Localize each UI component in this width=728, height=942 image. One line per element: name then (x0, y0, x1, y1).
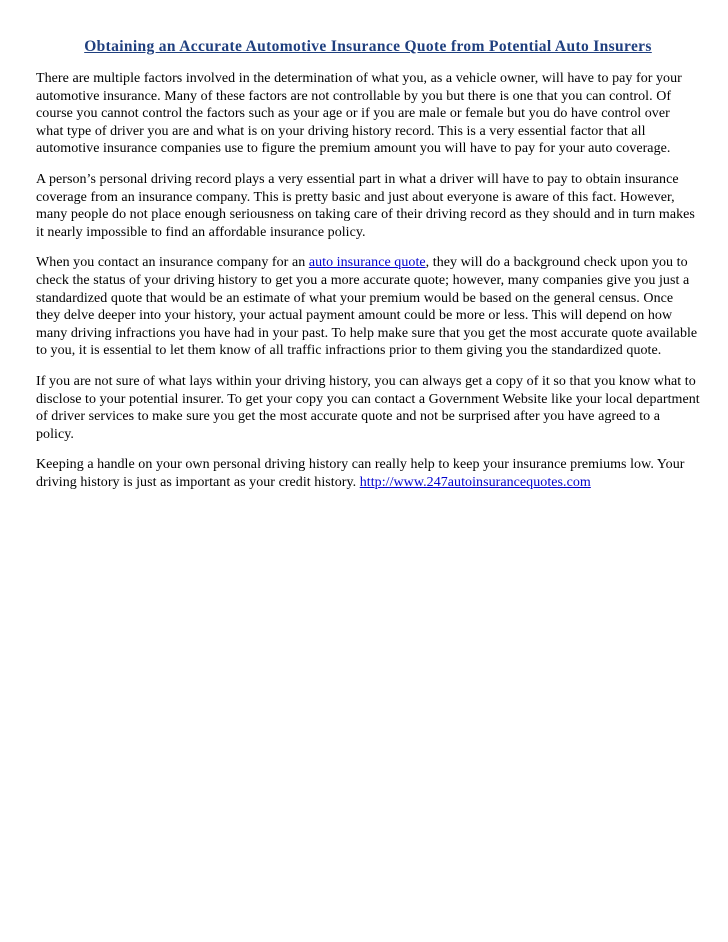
paragraph-driving-history-copy: If you are not sure of what lays within your driving history, you can always get a copy of it so that you know what to disclose to your potential insurer. To get your copy you can contact a Government Website like your local department of driver services to make sure you get the most accurate quote and not be surprised after you have agreed to a policy. (36, 373, 700, 442)
paragraph-text-before-link: Keeping a handle on your own personal driving history can really help to keep your insurance premiums low. Your driving history is just as important as your credit history. (36, 457, 685, 490)
document-page (36, 38, 700, 504)
website-url-link[interactable]: http://www.247autoinsurancequotes.com (359, 474, 591, 490)
document-title: Obtaining an Accurate Automotive Insurance Quote from Potential Auto Insurers (84, 38, 652, 55)
paragraph-keeping-handle (36, 456, 700, 491)
paragraph-contact-insurer (36, 254, 700, 360)
paragraph-driving-record: A person’s personal driving record plays a very essential part in what a driver will have to pay to obtain insurance coverage from an insurance company. This is pretty basic and just about everyone is aware of this fact. However, many people do not place enough seriousness on taking care of their driving record as they should and in turn makes it nearly impossible to find an affordable insurance policy. (36, 171, 695, 240)
paragraph-factors: There are multiple factors involved in the determination of what you, as a vehicle owner, will have to pay for your automotive insurance. Many of these factors are not controllable by you but there is one that you can control. Of course you cannot control the factors such as your age or if you are male or female but you do have control over what type of driver you are and what is on your driving history record. This is a very essential factor that all automotive insurance companies use to figure the premium amount you will have to pay for your auto coverage. (36, 71, 682, 157)
paragraph-text-after-link: , they will do a background check upon you to check the status of your driving history to get you a more accurate quote; however, many companies give you just a standardized quote that would be an estimate of what your premium would be based on the general census. Once they delve deeper into your history, your actual payment amount could be more or less. This will depend on how many driving infractions you have had in your past. To help make sure that you get the most accurate quote available to you, it is essential to let them know of all traffic infractions prior to them giving you the standardized quote. (36, 255, 698, 359)
auto-insurance-quote-link[interactable]: auto insurance quote (308, 255, 426, 271)
paragraph-text-before-link: When you contact an insurance company for an (36, 255, 309, 271)
